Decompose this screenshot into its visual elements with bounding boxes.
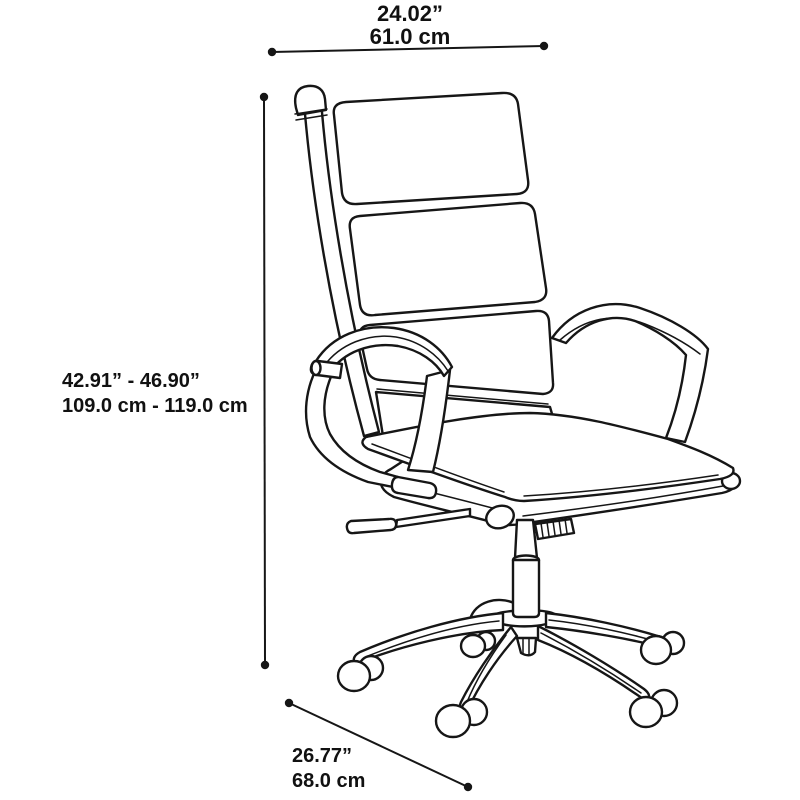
depth-label-inches: 26.77”: [292, 745, 353, 767]
depth-dimension-dot-top: [285, 699, 293, 707]
depth-dimension-dot-bottom: [464, 783, 472, 791]
height-dimension-dot-bottom: [261, 661, 269, 669]
tilt-lever-shaft: [396, 509, 470, 527]
caster-left-wheel: [338, 661, 370, 691]
gas-cylinder-upper: [515, 520, 537, 558]
height-dimension-dot-top: [260, 93, 268, 101]
left-armrest-end-cap: [312, 361, 321, 375]
gas-cylinder-lower: [513, 560, 539, 617]
cylinder-peg: [517, 638, 536, 655]
adjustment-knob: [535, 519, 574, 539]
tilt-lever: [347, 509, 470, 533]
height-dimension-line: [264, 97, 265, 665]
tilt-lever-paddle: [347, 519, 396, 533]
caster-front-wheel: [436, 705, 470, 737]
width-label-inches: 24.02”: [376, 1, 444, 26]
back-panel-lower: [360, 311, 553, 394]
back-panel-top: [334, 93, 529, 204]
width-label-cm: 61.0 cm: [369, 24, 451, 49]
gas-cylinder: [513, 520, 539, 617]
width-dimension-dot-right: [540, 42, 548, 50]
caster-backleft-wheel: [461, 635, 485, 657]
width-dimension: [268, 1, 548, 56]
height-label-inches: 42.91” - 46.90”: [62, 370, 200, 392]
height-label-cm: 109.0 cm - 119.0 cm: [62, 395, 248, 417]
caster-frontright-wheel: [630, 697, 662, 727]
office-chair-illustration: [295, 86, 740, 737]
width-dimension-dot-left: [268, 48, 276, 56]
back-panel-middle: [350, 203, 547, 315]
caster-right-wheel: [641, 636, 671, 664]
chair-base: [338, 600, 684, 737]
depth-label-cm: 68.0 cm: [292, 770, 366, 792]
height-dimension: [62, 93, 269, 669]
